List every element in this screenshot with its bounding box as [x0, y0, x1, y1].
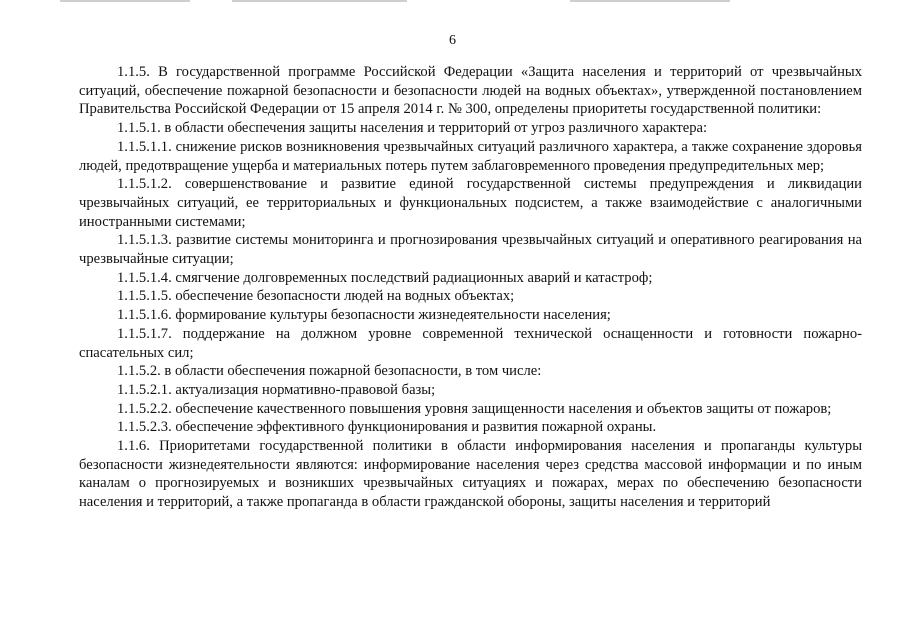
paragraph-1-1-5-1-2: 1.1.5.1.2. совершенствование и развитие единой государственной системы предупреждения и ликвидации чрезвычайных ситуаций, ее территориальных и функциональных подсистем, а также взаимодействие с аналогичными иностранными системами;	[79, 176, 862, 230]
scan-top-edge-mark	[232, 0, 407, 2]
paragraph-1-1-5-2-2: 1.1.5.2.2. обеспечение качественного повышения уровня защищенности населения и объектов защиты от пожаров;	[117, 400, 832, 417]
scan-top-edge-mark	[570, 0, 730, 2]
paragraph-1-1-5-1-5: 1.1.5.1.5. обеспечение безопасности людей на водных объектах;	[117, 288, 515, 305]
scan-top-edge-mark	[60, 0, 190, 2]
paragraph-1-1-5-1-7: 1.1.5.1.7. поддержание на должном уровне современной технической оснащенности и готовности пожарно-спасательных сил;	[79, 325, 862, 361]
paragraph-1-1-5-2-3: 1.1.5.2.3. обеспечение эффективного функционирования и развития пожарной охраны.	[117, 419, 657, 436]
paragraph-1-1-5: 1.1.5. В государственной программе Российской Федерации «Защита населения и территорий от чрезвычайных ситуаций, обеспечение пожарной безопасности и безопасности людей на водных объектах», утвержденной постановлением Правительства Российской Федерации от 15 апреля 2014 г. № 300, определены приоритеты государственной политики:	[79, 64, 862, 118]
document-body	[79, 63, 862, 512]
paragraph-1-1-5-1: 1.1.5.1. в области обеспечения защиты населения и территорий от угроз различного характера:	[117, 120, 708, 137]
paragraph-1-1-6: 1.1.6. Приоритетами государственной политики в области информирования населения и пропаганды культуры безопасности жизнедеятельности являются: информирование населения через средства массовой информации и по иным каналам о прогнозируемых и возникших чрезвычайных ситуациях и пожарах, мерах по обеспечению безопасности населения и территорий, а также пропаганда в области гражданской обороны, защиты населения и территорий	[79, 438, 862, 511]
page-number: 6	[449, 33, 456, 48]
paragraph-1-1-5-2-1: 1.1.5.2.1. актуализация нормативно-правовой базы;	[117, 381, 436, 398]
paragraph-1-1-5-2: 1.1.5.2. в области обеспечения пожарной безопасности, в том числе:	[117, 363, 542, 380]
paragraph-1-1-5-1-6: 1.1.5.1.6. формирование культуры безопасности жизнедеятельности населения;	[117, 307, 611, 324]
paragraph-1-1-5-1-4: 1.1.5.1.4. смягчение долговременных последствий радиационных аварий и катастроф;	[117, 269, 653, 286]
paragraph-1-1-5-1-3: 1.1.5.1.3. развитие системы мониторинга и прогнозирования чрезвычайных ситуаций и оперативного реагирования на чрезвычайные ситуации;	[79, 232, 862, 268]
paragraph-1-1-5-1-1: 1.1.5.1.1. снижение рисков возникновения чрезвычайных ситуаций различного характера, а также сохранение здоровья людей, предотвращение ущерба и материальных потерь путем заблаговременного проведения предупредительных мер;	[79, 138, 862, 174]
